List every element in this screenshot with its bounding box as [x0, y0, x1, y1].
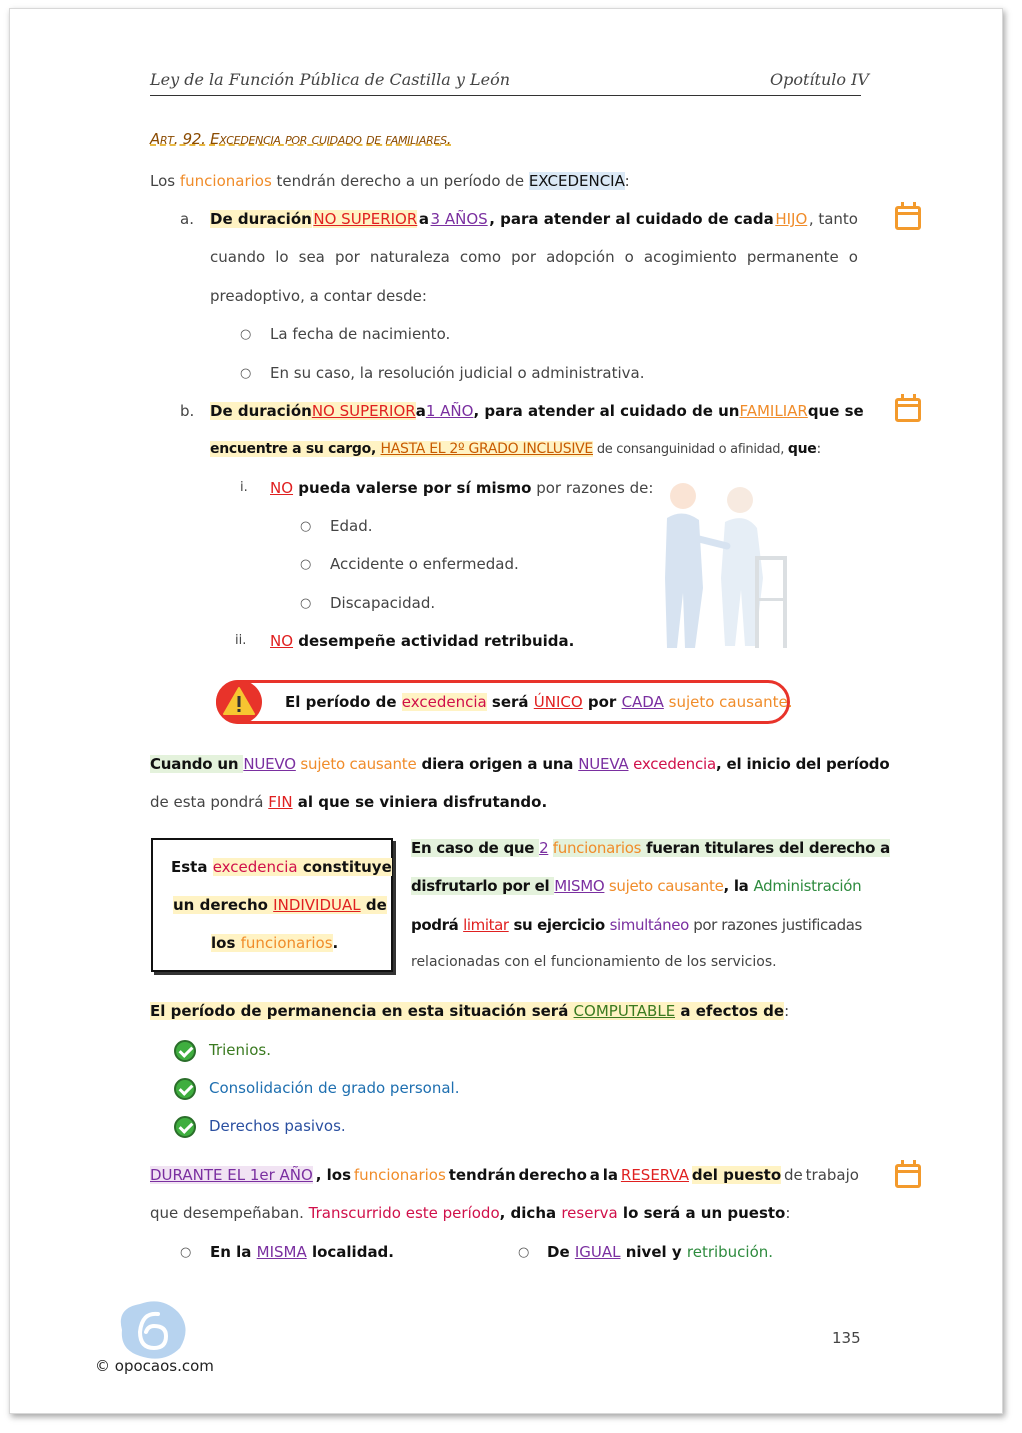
item-a-line-3: preadoptivo, a contar desde: [210, 287, 427, 305]
check-circle-icon [174, 1078, 196, 1100]
check-item-trienios: Trienios. [209, 1041, 271, 1059]
check-item-grado: Consolidación de grado personal. [209, 1079, 460, 1097]
box-line-1: Esta excedencia constituye [171, 858, 392, 876]
new-cause-line-2: de esta pondrá FIN al que se viniera disfrutando. [150, 793, 548, 811]
bullet-circle: ○ [240, 366, 252, 381]
box-line-3: los funcionarios. [211, 934, 339, 952]
bullet-circle: ○ [240, 327, 252, 342]
reason-accident: Accidente o enfermedad. [330, 555, 519, 573]
check-circle-icon [174, 1040, 196, 1062]
item-b-marker: b. [180, 402, 195, 420]
item-a-line-2: cuando lo sea por naturaleza como por adopción o acogimiento permanente o [210, 248, 858, 266]
side-line-1: En caso de que 2 funcionarios fueran titulares del derecho a [411, 839, 890, 857]
running-header-left: Ley de la Función Pública de Castilla y León [150, 70, 511, 89]
reason-age: Edad. [330, 517, 373, 535]
reserva-line-2: que desempeñaban. Transcurrido este período, dicha reserva lo será a un puesto: [150, 1204, 791, 1222]
reserva-line-1: DURANTE EL 1er AÑO , los funcionarios tendrán derecho a la RESERVA del puesto de trabajo [150, 1166, 859, 1184]
item-b-ii-text: NO desempeñe actividad retribuida. [270, 632, 575, 650]
reserva-option-locality: En la MISMA localidad. [210, 1243, 394, 1261]
bullet-circle: ○ [300, 557, 312, 572]
calendar-icon [895, 1164, 921, 1188]
item-a-marker: a. [180, 210, 194, 228]
bullet-circle: ○ [180, 1245, 192, 1260]
computable-line: El período de permanencia en esta situación será COMPUTABLE a efectos de: [150, 1002, 790, 1020]
box-line-2: un derecho INDIVIDUAL de [173, 896, 387, 914]
item-b-line-2: encuentre a su cargo, HASTA EL 2º GRADO INCLUSIVE de consanguinidad o afinidad, que: [210, 441, 821, 457]
warning-icon [216, 680, 262, 724]
item-a-sub-2: En su caso, la resolución judicial o administrativa. [270, 364, 645, 382]
item-b-i-marker: i. [240, 480, 248, 495]
item-a-line-1: De duración NO SUPERIOR a 3 AÑOS , para atender al cuidado de cada HIJO , tanto [210, 210, 858, 228]
bullet-circle: ○ [518, 1245, 530, 1260]
check-item-derechos: Derechos pasivos. [209, 1117, 346, 1135]
header-rule [150, 95, 861, 96]
page-number: 135 [832, 1329, 861, 1347]
warning-text: El período de excedencia será ÚNICO por CADA sujeto causante. [285, 693, 793, 711]
opocaos-logo [112, 1298, 192, 1362]
side-line-3: podrá limitar su ejercicio simultáneo por razones justificadas [411, 916, 862, 934]
calendar-icon [895, 398, 921, 422]
side-line-4: relacionadas con el funcionamiento de los servicios. [411, 954, 777, 970]
article-title: Art. 92. Excedencia por cuidado de familiares. [150, 130, 452, 148]
brand-copyright: © opocaos.com [95, 1357, 214, 1375]
item-b-ii-marker: ii. [235, 633, 247, 648]
reserva-option-level: De IGUAL nivel y retribución. [547, 1243, 774, 1261]
elderly-care-illustration [655, 478, 800, 653]
item-b-i-text: NO pueda valerse por sí mismo por razones de: [270, 479, 654, 497]
running-header-right: Opotítulo IV [770, 70, 869, 89]
reason-disability: Discapacidad. [330, 594, 436, 612]
bullet-circle: ○ [300, 519, 312, 534]
bullet-circle: ○ [300, 596, 312, 611]
item-a-sub-1: La fecha de nacimiento. [270, 325, 451, 343]
item-b-line-1: De duración NO SUPERIOR a 1 AÑO , para atender al cuidado de un FAMILIAR que se [210, 402, 864, 420]
check-circle-icon [174, 1116, 196, 1138]
side-line-2: disfrutarlo por el MISMO sujeto causante, la Administración [411, 877, 862, 895]
calendar-icon [895, 206, 921, 230]
intro-paragraph: Los funcionarios tendrán derecho a un período de EXCEDENCIA: [150, 172, 630, 190]
new-cause-line-1: Cuando un NUEVO sujeto causante diera origen a una NUEVA excedencia, el inicio del período [150, 755, 890, 773]
